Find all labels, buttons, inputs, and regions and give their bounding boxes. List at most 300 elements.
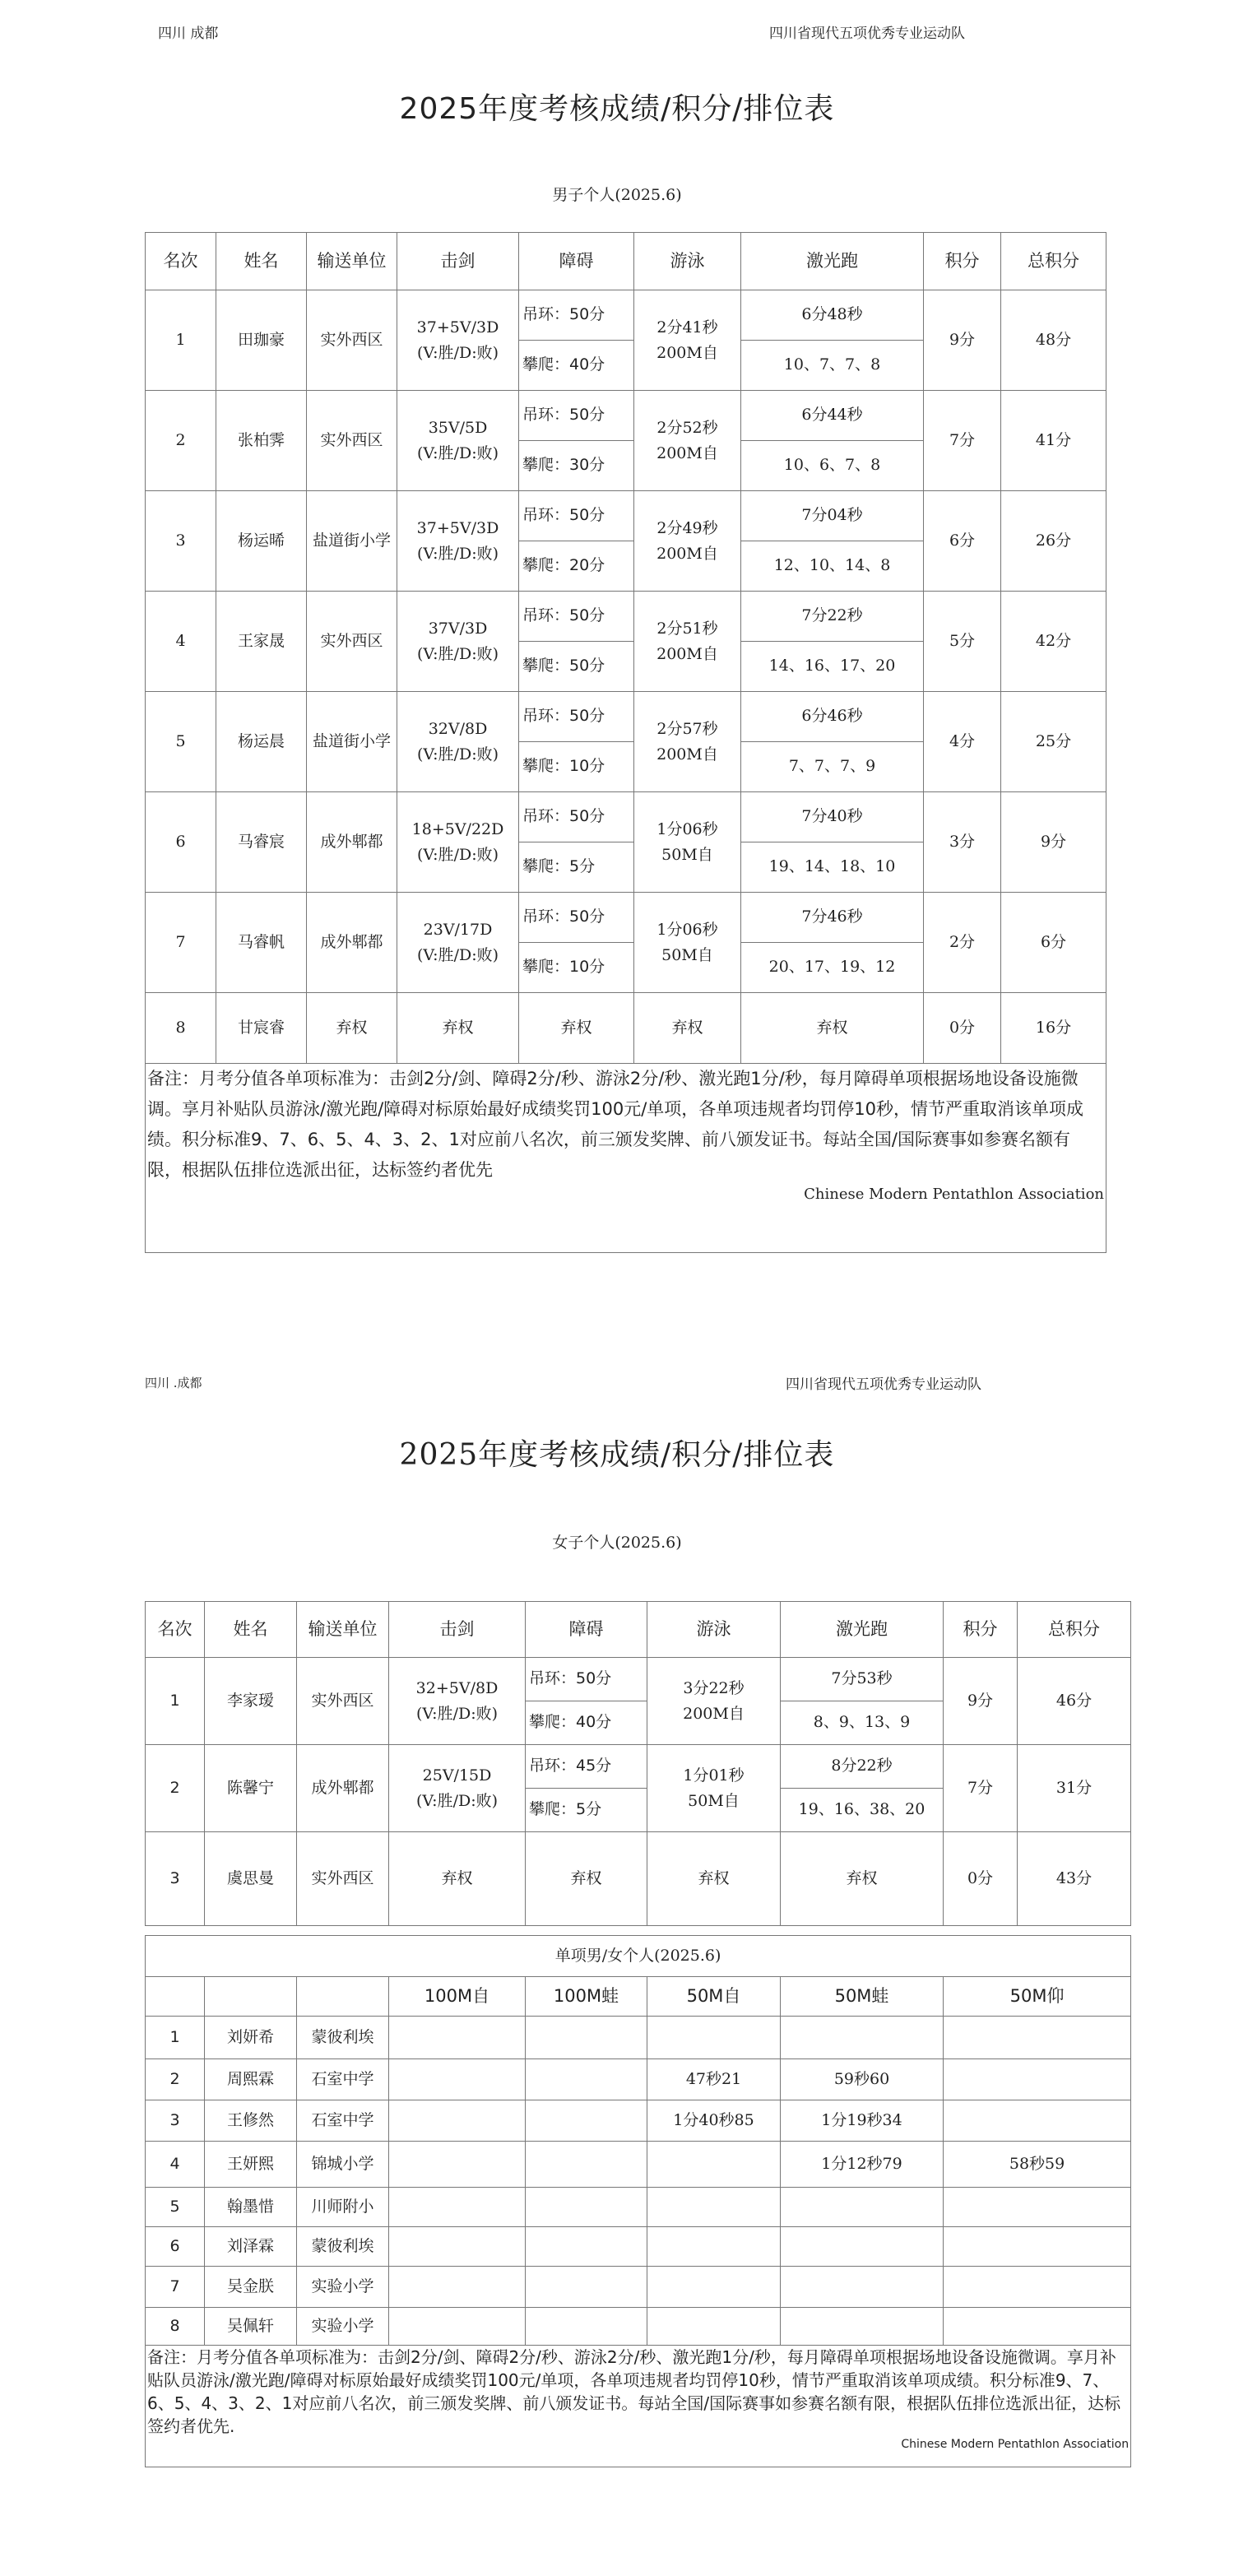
column-header: 输送单位 xyxy=(307,233,397,290)
swim-cell xyxy=(634,692,741,792)
name-cell: 周熙霖 xyxy=(205,2059,297,2100)
laser-run-cell: 弃权 xyxy=(741,993,924,1064)
note-cell xyxy=(146,1064,1106,1253)
laser-run-cell-bottom: 14、16、17、20 xyxy=(741,641,923,691)
rank-cell: 3 xyxy=(146,491,216,592)
name-cell: 吴佩轩 xyxy=(205,2308,297,2346)
swim-cell-line2: 200M自 xyxy=(656,644,718,663)
table-row xyxy=(146,2308,1131,2346)
laser-run-cell-bottom: 19、14、18、10 xyxy=(741,842,923,892)
organization-name: Chinese Modern Pentathlon Association xyxy=(804,1186,1104,1203)
table-row xyxy=(146,2017,1131,2059)
column-header: 激光跑 xyxy=(781,1602,944,1658)
result-cell: 47秒21 xyxy=(647,2059,781,2100)
result-cell xyxy=(526,2142,647,2188)
result-cell xyxy=(526,2017,647,2059)
obstacle-cell: 弃权 xyxy=(519,993,634,1064)
laser-run-cell-inner xyxy=(741,592,923,691)
table-row xyxy=(146,2059,1131,2100)
total-cell: 43分 xyxy=(1018,1832,1131,1926)
fencing-cell xyxy=(389,1745,526,1832)
rank-cell: 6 xyxy=(146,2227,205,2267)
result-cell xyxy=(389,2017,526,2059)
result-cell xyxy=(944,2017,1131,2059)
column-header: 激光跑 xyxy=(741,233,924,290)
result-cell xyxy=(526,2308,647,2346)
swim-cell-line1: 2分57秒 xyxy=(656,720,718,739)
result-cell xyxy=(389,2059,526,2100)
obstacle-cell xyxy=(526,1745,647,1832)
fencing-cell-line1: 37V/3D xyxy=(428,620,488,638)
total-cell: 31分 xyxy=(1018,1745,1131,1832)
total-cell: 16分 xyxy=(1001,993,1106,1064)
note-row xyxy=(146,1064,1106,1253)
name-cell: 杨运晨 xyxy=(216,692,307,792)
name-cell: 马睿帆 xyxy=(216,893,307,993)
column-header: 积分 xyxy=(924,233,1001,290)
single-column-header: 50M自 xyxy=(647,1977,781,2017)
obstacle-cell xyxy=(519,592,634,692)
result-cell xyxy=(647,2142,781,2188)
swim-cell-line2: 200M自 xyxy=(656,343,718,362)
swim-cell xyxy=(634,290,741,391)
total-cell: 48分 xyxy=(1001,290,1106,391)
laser-run-cell-top: 6分44秒 xyxy=(801,406,863,425)
result-cell: 1分12秒79 xyxy=(781,2142,944,2188)
laser-run-cell xyxy=(741,893,924,993)
unit-cell: 盐道街小学 xyxy=(307,692,397,792)
laser-run-cell-bottom: 20、17、19、12 xyxy=(741,942,923,992)
unit-cell: 盐道街小学 xyxy=(307,491,397,592)
rank-cell: 7 xyxy=(146,2267,205,2308)
unit-cell: 弃权 xyxy=(307,993,397,1064)
column-header: 姓名 xyxy=(205,1602,297,1658)
rank-cell: 3 xyxy=(146,1832,205,1926)
header-left: 四川 成都 xyxy=(158,26,219,42)
result-cell xyxy=(944,2227,1131,2267)
total-cell: 9分 xyxy=(1001,792,1106,893)
rank-cell: 1 xyxy=(146,290,216,391)
points-cell: 9分 xyxy=(924,290,1001,391)
obstacle-cell xyxy=(519,893,634,993)
name-cell: 翰墨惜 xyxy=(205,2188,297,2227)
column-header: 名次 xyxy=(146,1602,205,1658)
unit-cell: 蒙彼利埃 xyxy=(297,2017,389,2059)
result-cell xyxy=(944,2059,1131,2100)
fencing-cell-line2: (V:胜/D:败) xyxy=(416,544,499,563)
column-header: 障碍 xyxy=(526,1602,647,1658)
unit-cell: 实验小学 xyxy=(297,2308,389,2346)
fencing-cell xyxy=(397,592,519,692)
note-cell xyxy=(146,2346,1131,2467)
fencing-cell: 弃权 xyxy=(389,1832,526,1926)
name-cell: 陈馨宁 xyxy=(205,1745,297,1832)
fencing-cell xyxy=(397,391,519,491)
laser-run-cell-inner xyxy=(781,1658,943,1744)
result-cell xyxy=(526,2059,647,2100)
swim-cell xyxy=(634,491,741,592)
laser-run-cell-inner xyxy=(741,792,923,892)
name-cell: 王家晟 xyxy=(216,592,307,692)
obstacle-cell-top: 吊环：50分 xyxy=(522,606,605,625)
total-cell: 26分 xyxy=(1001,491,1106,592)
unit-cell: 实验小学 xyxy=(297,2267,389,2308)
result-cell xyxy=(781,2308,944,2346)
laser-run-cell-inner xyxy=(741,391,923,490)
name-cell: 虞思曼 xyxy=(205,1832,297,1926)
unit-cell: 实外西区 xyxy=(297,1658,389,1745)
laser-run-cell-bottom: 10、7、7、8 xyxy=(741,340,923,390)
obstacle-cell-bottom: 攀爬：5分 xyxy=(526,1788,647,1831)
swim-cell-line1: 2分41秒 xyxy=(656,318,718,337)
total-cell: 6分 xyxy=(1001,893,1106,993)
points-cell: 9分 xyxy=(944,1658,1018,1745)
rank-cell: 7 xyxy=(146,893,216,993)
laser-run-cell xyxy=(741,792,924,893)
name-cell: 吴金朕 xyxy=(205,2267,297,2308)
obstacle-cell: 弃权 xyxy=(526,1832,647,1926)
name-cell: 李家瑷 xyxy=(205,1658,297,1745)
header-right: 四川省现代五项优秀专业运动队 xyxy=(769,26,965,42)
laser-run-cell-top: 7分46秒 xyxy=(801,907,863,926)
laser-run-cell-bottom: 8、9、13、9 xyxy=(781,1701,943,1744)
table-row xyxy=(146,893,1106,993)
table-row xyxy=(146,2227,1131,2267)
fencing-cell xyxy=(397,491,519,592)
obstacle-cell-bottom: 攀爬：30分 xyxy=(519,440,633,490)
obstacle-cell xyxy=(519,792,634,893)
obstacle-cell xyxy=(526,1658,647,1745)
unit-cell: 实外西区 xyxy=(307,290,397,391)
result-cell xyxy=(526,2267,647,2308)
result-cell xyxy=(647,2017,781,2059)
column-header: 游泳 xyxy=(647,1602,781,1658)
table-row xyxy=(146,692,1106,792)
table-row xyxy=(146,290,1106,391)
single-event-table xyxy=(145,1935,1131,2467)
single-column-header: 50M仰 xyxy=(944,1977,1131,2017)
result-cell xyxy=(647,2188,781,2227)
unit-cell: 实外西区 xyxy=(297,1832,389,1926)
table-row xyxy=(146,491,1106,592)
swim-cell-line2: 200M自 xyxy=(656,443,718,462)
swim-cell xyxy=(634,893,741,993)
swim-cell-line2: 200M自 xyxy=(656,745,718,764)
name-cell: 马睿宸 xyxy=(216,792,307,893)
column-header: 总积分 xyxy=(1018,1602,1131,1658)
total-cell: 41分 xyxy=(1001,391,1106,491)
column-header: 总积分 xyxy=(1001,233,1106,290)
result-cell xyxy=(389,2308,526,2346)
laser-run-cell-bottom: 10、6、7、8 xyxy=(741,440,923,490)
points-cell: 6分 xyxy=(924,491,1001,592)
swim-cell-line1: 2分52秒 xyxy=(656,419,718,438)
table-row xyxy=(146,391,1106,491)
points-cell: 7分 xyxy=(944,1745,1018,1832)
note-text: 备注：月考分值各单项标准为：击剑2分/剑、障碍2分/秒、游泳2分/秒、激光跑1分/秒，每月障碍单项根据场地设备设施微调。享月补贴队员游泳/激光跑/障碍对标原始最好成绩奖罚100元/单项，各单项违规者均罚停10秒，情节严重取消该单项成绩。积分标准9、7、6、5、4、3、2、1对应前八名次，前三颁发奖牌、前八颁发证书。每站全国/国际赛事如参赛名额有限，根据队伍排位选派出征，达标签约者优先. xyxy=(147,2347,1121,2436)
table-row xyxy=(146,592,1106,692)
fencing-cell-line2: (V:胜/D:败) xyxy=(415,1791,499,1810)
points-cell: 0分 xyxy=(924,993,1001,1064)
column-header: 姓名 xyxy=(216,233,307,290)
result-cell xyxy=(944,2188,1131,2227)
table-row xyxy=(146,792,1106,893)
fencing-cell-line1: 32V/8D xyxy=(428,720,488,739)
rank-cell: 6 xyxy=(146,792,216,893)
swim-cell xyxy=(634,391,741,491)
laser-run-cell-inner xyxy=(741,893,923,992)
result-cell xyxy=(526,2100,647,2142)
obstacle-cell-top: 吊环：50分 xyxy=(522,305,605,324)
table-subtitle: 女子个人(2025.6) xyxy=(552,1534,682,1552)
column-header: 游泳 xyxy=(634,233,741,290)
swim-cell-line2: 50M自 xyxy=(661,845,713,864)
obstacle-cell-bottom: 攀爬：20分 xyxy=(519,541,633,591)
obstacle-cell-inner xyxy=(519,491,633,591)
swim-cell xyxy=(634,592,741,692)
fencing-cell xyxy=(397,792,519,893)
result-cell xyxy=(526,2188,647,2227)
single-header-row xyxy=(146,1977,1131,2017)
fencing-cell-line2: (V:胜/D:败) xyxy=(416,443,499,462)
fencing-cell-line2: (V:胜/D:败) xyxy=(416,745,499,764)
points-cell: 5分 xyxy=(924,592,1001,692)
swim-cell-line1: 2分49秒 xyxy=(656,519,718,538)
swim-cell-line1: 1分01秒 xyxy=(683,1766,745,1785)
obstacle-cell xyxy=(519,391,634,491)
table-row xyxy=(146,2100,1131,2142)
obstacle-cell-top: 吊环：50分 xyxy=(529,1669,612,1688)
rank-cell: 2 xyxy=(146,391,216,491)
laser-run-cell-top: 6分48秒 xyxy=(801,305,863,324)
fencing-cell-line2: (V:胜/D:败) xyxy=(416,644,499,663)
fencing-cell-line1: 37+5V/3D xyxy=(416,318,499,337)
laser-run-cell-inner xyxy=(741,290,923,390)
fencing-cell-line2: (V:胜/D:败) xyxy=(416,845,499,864)
result-cell xyxy=(389,2188,526,2227)
result-cell: 1分19秒34 xyxy=(781,2100,944,2142)
rank-cell: 5 xyxy=(146,2188,205,2227)
rank-cell: 4 xyxy=(146,592,216,692)
table-header-row xyxy=(146,233,1106,290)
result-cell xyxy=(944,2100,1131,2142)
result-cell xyxy=(647,2308,781,2346)
rank-cell: 5 xyxy=(146,692,216,792)
total-cell: 46分 xyxy=(1018,1658,1131,1745)
unit-cell: 锦城小学 xyxy=(297,2142,389,2188)
laser-run-cell xyxy=(741,592,924,692)
laser-run-cell xyxy=(781,1658,944,1745)
unit-cell: 川师附小 xyxy=(297,2188,389,2227)
rank-cell: 2 xyxy=(146,1745,205,1832)
unit-cell: 实外西区 xyxy=(307,592,397,692)
fencing-cell xyxy=(389,1658,526,1745)
result-cell xyxy=(526,2227,647,2267)
single-column-header: 50M蛙 xyxy=(781,1977,944,2017)
obstacle-cell-top: 吊环：50分 xyxy=(522,807,605,826)
fencing-cell-line1: 23V/17D xyxy=(423,921,493,940)
obstacle-cell-inner xyxy=(519,391,633,490)
swim-cell-line1: 1分06秒 xyxy=(656,921,718,940)
laser-run-cell xyxy=(741,692,924,792)
points-cell: 3分 xyxy=(924,792,1001,893)
result-cell xyxy=(944,2267,1131,2308)
fencing-cell xyxy=(397,692,519,792)
obstacle-cell-bottom: 攀爬：40分 xyxy=(519,340,633,390)
table-row xyxy=(146,1658,1131,1745)
table-row xyxy=(146,2188,1131,2227)
table-row xyxy=(146,2142,1131,2188)
header-right: 四川省现代五项优秀专业运动队 xyxy=(786,1376,981,1393)
note-row xyxy=(146,2346,1131,2467)
result-cell: 58秒59 xyxy=(944,2142,1131,2188)
obstacle-cell-inner xyxy=(519,290,633,390)
rank-cell: 1 xyxy=(146,2017,205,2059)
name-cell: 甘宸睿 xyxy=(216,993,307,1064)
obstacle-cell-top: 吊环：50分 xyxy=(522,406,605,425)
laser-run-cell-top: 7分04秒 xyxy=(801,506,863,525)
column-header: 击剑 xyxy=(397,233,519,290)
laser-run-cell xyxy=(741,290,924,391)
laser-run-cell xyxy=(781,1745,944,1832)
single-column-header: 100M蛙 xyxy=(526,1977,647,2017)
result-cell xyxy=(647,2227,781,2267)
swim-cell-line2: 200M自 xyxy=(656,544,718,563)
laser-run-cell xyxy=(741,391,924,491)
name-cell: 王修然 xyxy=(205,2100,297,2142)
result-cell xyxy=(389,2267,526,2308)
total-cell: 25分 xyxy=(1001,692,1106,792)
swim-cell-line2: 50M自 xyxy=(688,1791,740,1810)
fencing-cell-line1: 37+5V/3D xyxy=(416,519,499,538)
obstacle-cell-top: 吊环：50分 xyxy=(522,707,605,726)
swim-cell xyxy=(634,792,741,893)
column-header: 积分 xyxy=(944,1602,1018,1658)
result-cell xyxy=(647,2267,781,2308)
fencing-cell: 弃权 xyxy=(397,993,519,1064)
fencing-cell-line1: 35V/5D xyxy=(428,419,488,438)
table-header-row xyxy=(146,1602,1131,1658)
obstacle-cell xyxy=(519,692,634,792)
obstacle-cell-bottom: 攀爬：5分 xyxy=(519,842,633,892)
obstacle-cell-top: 吊环：45分 xyxy=(529,1757,612,1775)
rank-cell: 8 xyxy=(146,993,216,1064)
name-cell: 王妍熙 xyxy=(205,2142,297,2188)
laser-run-cell-bottom: 19、16、38、20 xyxy=(781,1788,943,1831)
result-cell: 1分40秒85 xyxy=(647,2100,781,2142)
laser-run-cell-top: 7分40秒 xyxy=(801,807,863,826)
laser-run-cell: 弃权 xyxy=(781,1832,944,1926)
table-row xyxy=(146,993,1106,1064)
header-left: 四川 .成都 xyxy=(145,1376,202,1390)
result-cell xyxy=(944,2308,1131,2346)
name-cell: 刘泽霖 xyxy=(205,2227,297,2267)
name-cell: 刘妍希 xyxy=(205,2017,297,2059)
obstacle-cell-top: 吊环：50分 xyxy=(522,907,605,926)
result-cell xyxy=(389,2100,526,2142)
table-row xyxy=(146,1745,1131,1832)
unit-cell: 成外郫都 xyxy=(307,792,397,893)
note-text: 备注：月考分值各单项标准为：击剑2分/剑、障碍2分/秒、游泳2分/秒、激光跑1分/秒，每月障碍单项根据场地设备设施微调。享月补贴队员游泳/激光跑/障碍对标原始最好成绩奖罚100元/单项，各单项违规者均罚停10秒，情节严重取消该单项成绩。积分标准9、7、6、5、4、3、2、1对应前八名次，前三颁发奖牌、前八颁发证书。每站全国/国际赛事如参赛名额有限，根据队伍排位选派出征，达标签约者优先 xyxy=(147,1069,1084,1180)
page-title: 2025年度考核成绩/积分/排位表 xyxy=(399,92,835,126)
column-header: 名次 xyxy=(146,233,216,290)
total-cell: 42分 xyxy=(1001,592,1106,692)
fencing-cell-line2: (V:胜/D:败) xyxy=(416,945,499,964)
single-title-row xyxy=(146,1936,1131,1977)
laser-run-cell-inner xyxy=(741,692,923,791)
rank-cell: 8 xyxy=(146,2308,205,2346)
page-title: 2025年度考核成绩/积分/排位表 xyxy=(399,1438,835,1472)
unit-cell: 蒙彼利埃 xyxy=(297,2227,389,2267)
points-cell: 7分 xyxy=(924,391,1001,491)
fencing-cell-line2: (V:胜/D:败) xyxy=(415,1704,499,1723)
obstacle-cell xyxy=(519,491,634,592)
rank-cell: 3 xyxy=(146,2100,205,2142)
swim-cell: 弃权 xyxy=(647,1832,781,1926)
table-row xyxy=(146,1832,1131,1926)
women-results-table xyxy=(145,1601,1131,1926)
table-subtitle: 男子个人(2025.6) xyxy=(552,186,682,204)
name-cell: 田珈豪 xyxy=(216,290,307,391)
rank-cell: 1 xyxy=(146,1658,205,1745)
obstacle-cell-bottom: 攀爬：10分 xyxy=(519,741,633,791)
laser-run-cell-inner xyxy=(781,1745,943,1831)
laser-run-cell-top: 6分46秒 xyxy=(801,707,863,726)
points-cell: 2分 xyxy=(924,893,1001,993)
unit-cell: 实外西区 xyxy=(307,391,397,491)
table-row xyxy=(146,2267,1131,2308)
fencing-cell-line1: 25V/15D xyxy=(422,1766,492,1785)
obstacle-cell-inner xyxy=(519,893,633,992)
laser-run-cell-bottom: 7、7、7、9 xyxy=(741,741,923,791)
rank-cell: 4 xyxy=(146,2142,205,2188)
result-cell xyxy=(781,2188,944,2227)
fencing-cell-line1: 32+5V/8D xyxy=(415,1679,499,1698)
obstacle-cell-inner xyxy=(519,592,633,691)
swim-cell-line2: 50M自 xyxy=(661,945,713,964)
column-header: 输送单位 xyxy=(297,1602,389,1658)
result-cell xyxy=(389,2227,526,2267)
unit-cell: 石室中学 xyxy=(297,2100,389,2142)
obstacle-cell-inner xyxy=(519,792,633,892)
laser-run-cell-bottom: 12、10、14、8 xyxy=(741,541,923,591)
obstacle-cell-inner xyxy=(526,1745,647,1831)
laser-run-cell-top: 8分22秒 xyxy=(831,1757,893,1775)
obstacle-cell-top: 吊环：50分 xyxy=(522,506,605,525)
result-cell xyxy=(781,2267,944,2308)
obstacle-cell-bottom: 攀爬：10分 xyxy=(519,942,633,992)
single-column-header: 100M自 xyxy=(389,1977,526,2017)
name-cell: 张柏霁 xyxy=(216,391,307,491)
swim-cell-line2: 200M自 xyxy=(683,1704,745,1723)
swim-cell xyxy=(647,1745,781,1832)
column-header: 障碍 xyxy=(519,233,634,290)
result-cell xyxy=(389,2142,526,2188)
swim-cell-line1: 1分06秒 xyxy=(656,820,718,839)
single-title: 单项男/女个人(2025.6) xyxy=(146,1936,1131,1977)
points-cell: 0分 xyxy=(944,1832,1018,1926)
laser-run-cell-top: 7分22秒 xyxy=(801,606,863,625)
result-cell xyxy=(781,2017,944,2059)
result-cell xyxy=(781,2227,944,2267)
unit-cell: 成外郫都 xyxy=(297,1745,389,1832)
swim-cell-line1: 3分22秒 xyxy=(683,1679,745,1698)
obstacle-cell-inner xyxy=(526,1658,647,1744)
obstacle-cell-bottom: 攀爬：50分 xyxy=(519,641,633,691)
name-cell: 杨运晞 xyxy=(216,491,307,592)
laser-run-cell-inner xyxy=(741,491,923,591)
men-results-table xyxy=(145,232,1106,1253)
